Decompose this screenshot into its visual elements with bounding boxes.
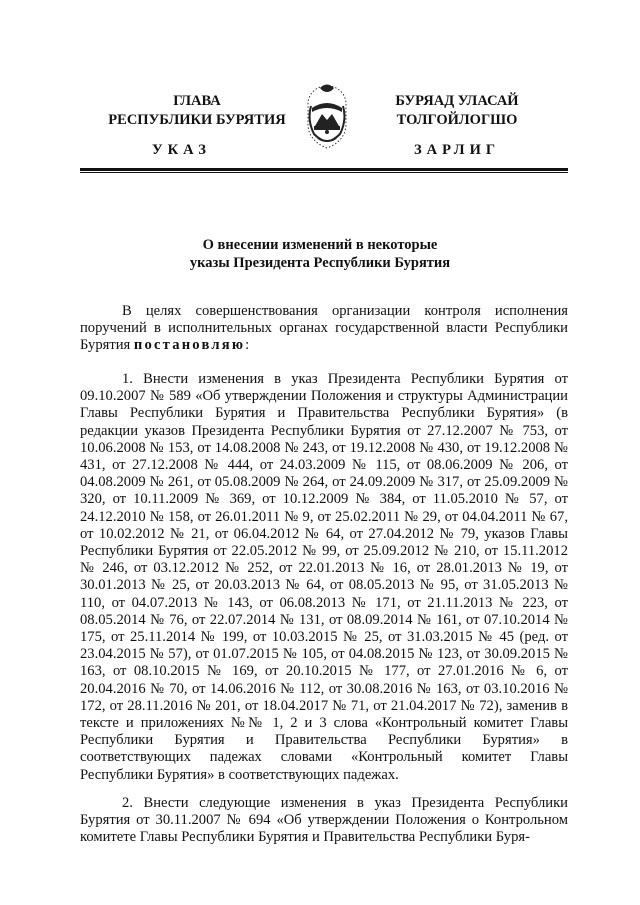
intro-paragraph (80, 303, 568, 355)
intro-colon: : (245, 337, 250, 354)
intro-text: В целях совершенствования организации контроля исполнения поручений в исполнительных органах государственной власти Республики Бурятия (80, 303, 568, 354)
coat-of-arms-emblem (298, 80, 356, 152)
document-title (0, 236, 640, 272)
header-divider-thick (80, 168, 568, 171)
item-2-text: 2. Внести следующие изменения в указ Президента Республики Бурятия от 30.11.2007 № 694 «Об утверждении Положения о Контрольном комитете Главы Республики Бурятия и Правительства Республики Буря- (80, 795, 568, 846)
header-left (82, 92, 312, 130)
header-left-line2: РЕСПУБЛИКИ БУРЯТИЯ (108, 112, 286, 128)
title-line2: указы Президента Республики Бурятия (189, 255, 451, 271)
header-right-line2: ТОЛГОЙЛОГШО (396, 112, 518, 128)
header-left-line1: ГЛАВА (173, 93, 221, 109)
header-right (372, 92, 542, 130)
header-divider-thin (80, 172, 568, 173)
item-1-paragraph (80, 371, 568, 784)
title-line1: О внесении изменений в некоторые (202, 237, 438, 253)
item-2-paragraph (80, 795, 568, 847)
item-1-text: 1. Внести изменения в указ Президента Республики Бурятия от 09.10.2007 № 589 «Об утверждении Положения и структуры Администрации Главы Республики Бурятия и Правительства Республики Бурятия» (в редакции указов Президента Республики Бурятия от 27.12.2007 № 753, от 10.06.2008 № 153, от 14.08.2008 № 243, от 19.12.2008 № 430, от 19.12.2008 № 431, от 27.12.2008 № 444, от 24.03.2009 № 115, от 08.06.2009 № 206, от 04.08.2009 № 261, от 05.08.2009 № 264, от 24.09.2009 № 317, от 25.09.2009 № 320, от 10.11.2009 № 369, от 10.12.2009 № 384, от 11.05.2010 № 57, от 24.12.2010 № 158, от 26.01.2011 № 9, от 25.02.2011 № 29, от 04.04.2011 № 67, от 10.02.2012 № 21, от 06.04.2012 № 64, от 27.04.2012 № 79, указов Главы Республики Бурятия от 22.05.2012 № 99, от 25.09.2012 № 210, от 15.11.2012 № 246, от 03.12.2012 № 252, от 22.01.2013 № 16, от 28.01.2013 № 19, от 30.01.2013 № 25, от 20.03.2013 № 64, от 08.05.2013 № 95, от 31.05.2013 № 110, от 04.07.2013 № 143, от 06.08.2013 № 171, от 21.11.2013 № 223, от 08.05.2014 № 76, от 22.07.2014 № 131, от 08.09.2014 № 161, от 07.10.2014 № 175, от 25.11.2014 № 199, от 10.03.2015 № 25, от 31.03.2015 № 45 (ред. от 23.04.2015 № 57), от 01.07.2015 № 105, от 04.08.2015 № 123, от 30.09.2015 № 163, от 08.10.2015 № 169, от 20.10.2015 № 177, от 27.01.2016 № 6, от 20.04.2016 № 70, от 14.06.2016 № 112, от 30.08.2016 № 163, от 03.10.2016 № 172, от 28.11.2016 № 201, от 18.04.2017 № 71, от 21.04.2017 № 72), заменив в тексте и приложениях №№ 1, 2 и 3 слова «Контрольный комитет Главы Республики Бурятия и Правительства Республики Бурятия» в соответствующих падежах словами «Контрольный комитет Главы Республики Бурятия» в соответствующих падежах. (80, 371, 568, 783)
doc-type-right: ЗАРЛИГ (414, 142, 501, 158)
intro-decree-word: постановляю (133, 337, 246, 354)
doc-type-left: УКАЗ (152, 142, 211, 158)
header-right-line1: БУРЯАД УЛАСАЙ (395, 93, 519, 109)
